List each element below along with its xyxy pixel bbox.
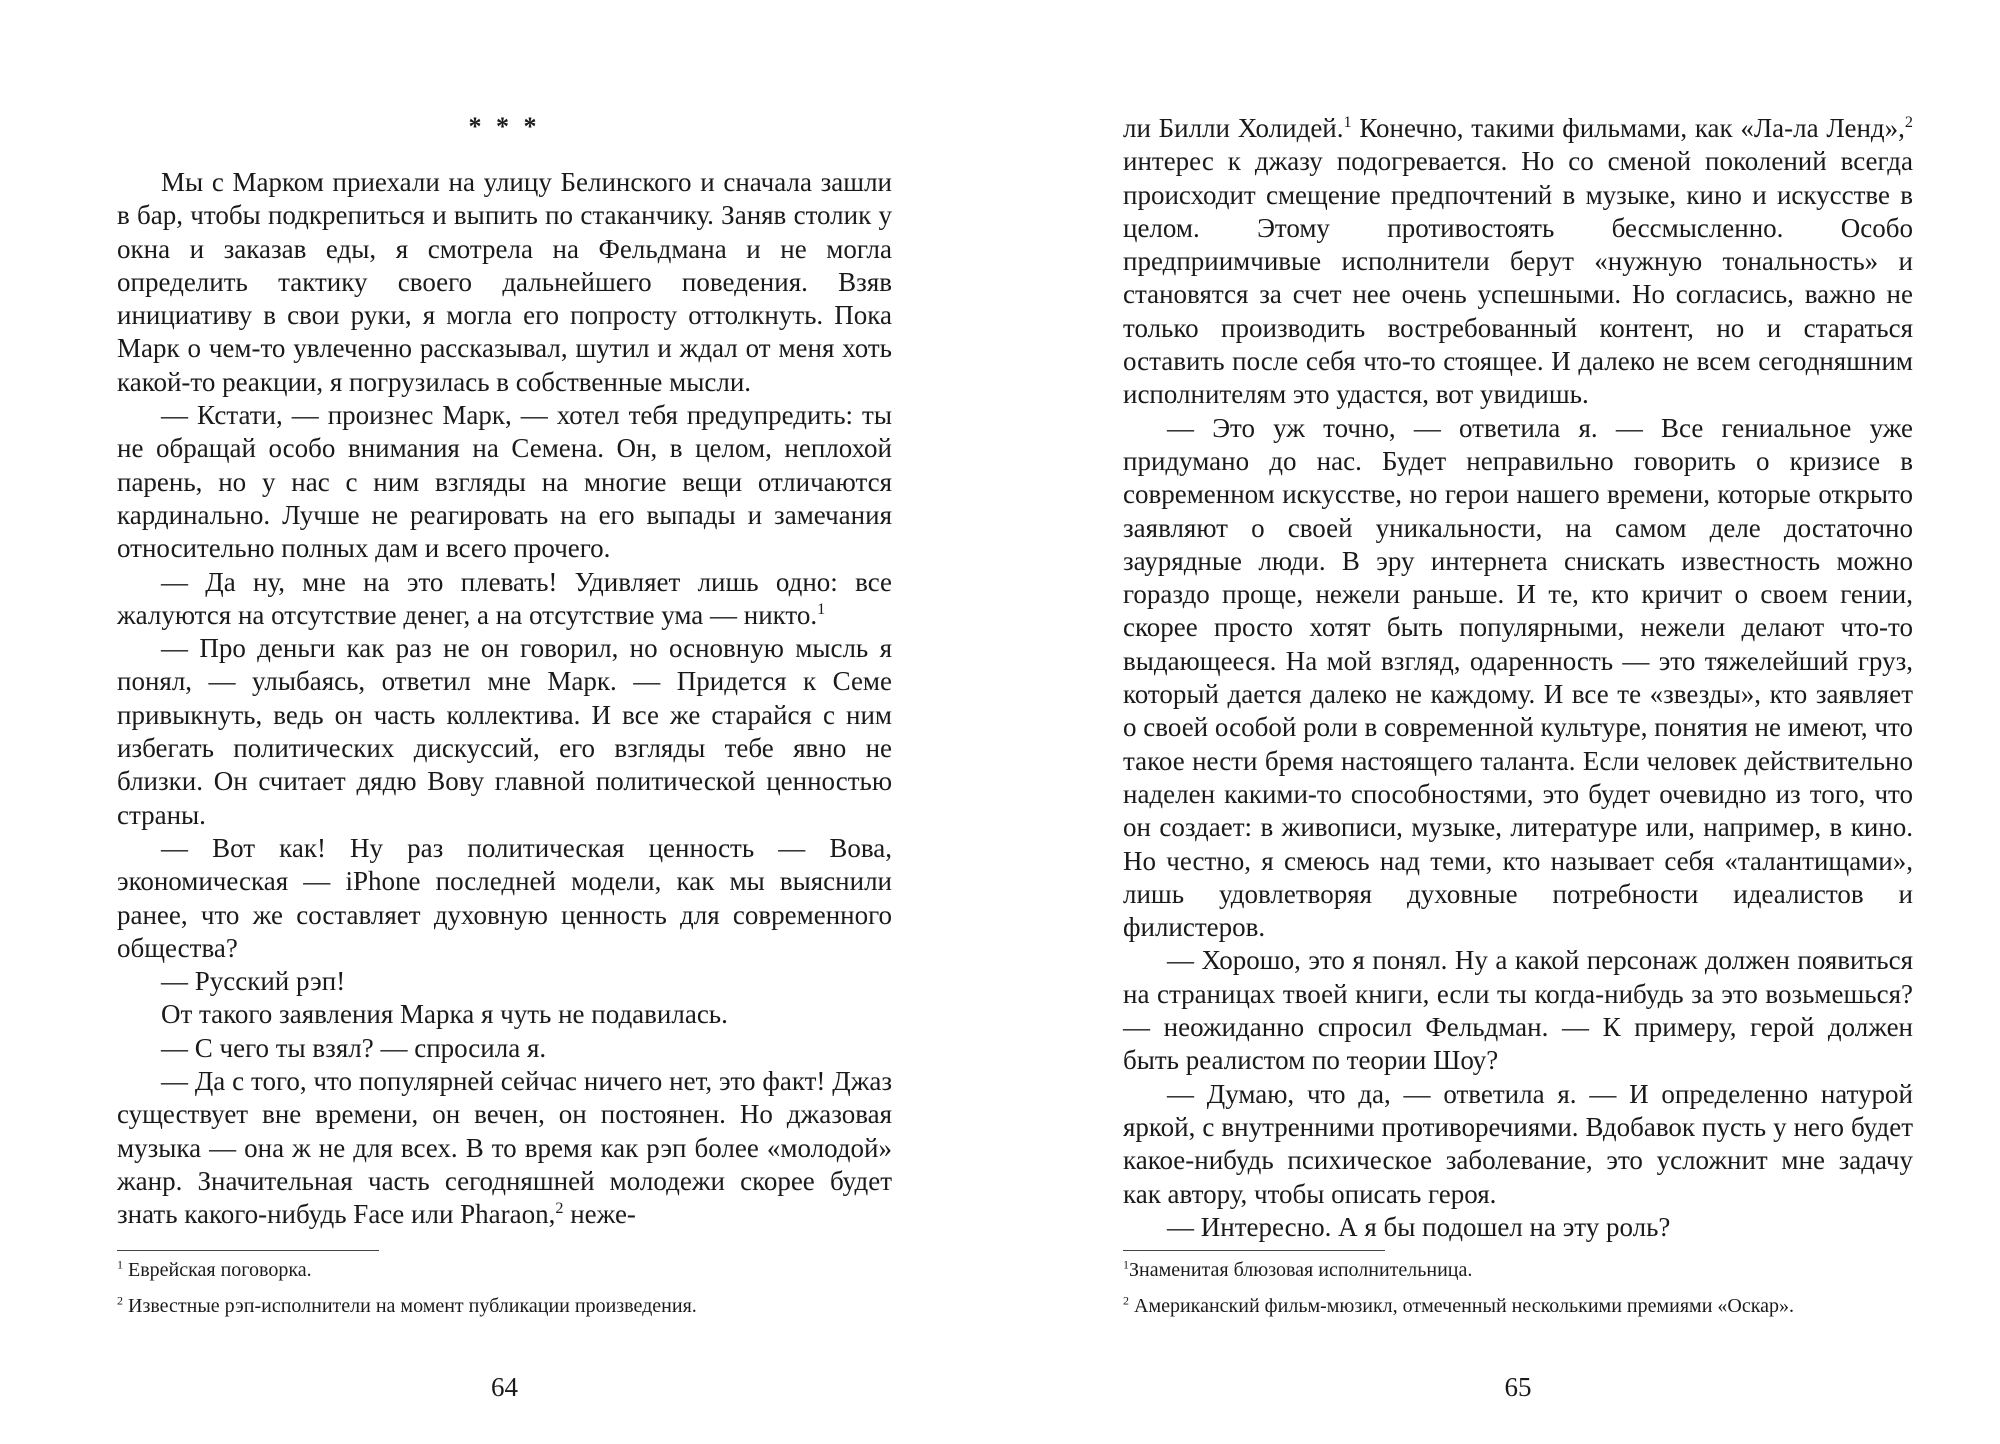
paragraph: — Вот как! Ну раз политическая ценность — Вова, экономическая — iPhone последней модели, как мы выяснили ранее, что же составляет духовную ценность для современного общества? [117,832,892,963]
left-page-body [117,166,892,1232]
left-footnotes [117,1258,892,1330]
left-page [117,0,892,1444]
footnote-divider [117,1250,379,1251]
footnote: $^2$ Известные рэп-исполнители на момент публикации произведения. [117,1293,697,1317]
paragraph: Мы с Марком приехали на улицу Белинского и сначала зашли в бар, чтобы подкрепиться и выпить по стаканчику. Заняв столик у окна и заказав еды, я смотрела на Фельдмана и не могла определить тактику своего дальнейшего поведения. Взяв инициативу в свои руки, я могла его попросту оттолкнуть. Пока Марк о чем-то увлеченно рассказывал, шутил и ждал от меня хоть какой-то реакции, я погрузилась в собственные мысли. [117,167,892,397]
paragraph: — Это уж точно, — ответила я. — Все гениальное уже придумано до нас. Будет неправильно говорить о кризисе в современном искусстве, но герои нашего времени, которые открыто заявляют о своей уникальности, на самом деле достаточно заурядные люди. В эру интернета снискать известность можно гораздо проще, нежели раньше. И те, кто кричит о своем гении, скорее просто хотят быть популярными, нежели делают что-то выдающееся. На мой взгляд, одаренность — это тяжелейший груз, который дается далеко не каждому. И все те «звезды», кто заявляет о своей особой роли в современной культуре, понятия не имеют, что такое нести бремя настоящего таланта. Если человек действительно наделен какими-то способностями, это будет очевидно из того, что он создает: в живописи, музыке, литературе или, например, в кино. Но честно, я смеюсь над теми, кто называет себя «талантищами», лишь удовлетворяя духовные потребности идеалистов и филистеров. [1123,412,1913,943]
right-page-body [1123,112,1913,1244]
footnote-ref: 2 [555,1199,564,1218]
paragraph: — Думаю, что да, — ответила я. — И определенно натурой яркой, с внутренними противоречиями. Вдобавок пусть у него будет какое-нибудь психическое заболевание, это усложнит мне задачу как автору, чтобы описать героя. [1123,1078,1913,1209]
footnote: $^1$Знаменитая блюзовая исполнительница. [1123,1257,1473,1281]
footnote-divider [1123,1250,1385,1251]
footnote: $^2$ Американский фильм-мюзикл, отмеченный несколькими премиями «Оскар». [1123,1293,1795,1317]
footnote-ref: 1 [1343,113,1352,131]
paragraph: От такого заявления Марка я чуть не подавилась. [161,999,728,1030]
footnote-ref: 1 [817,599,826,618]
paragraph: — С чего ты взял? — спросила я. [161,1032,547,1063]
page-number: 65 [1504,1372,1532,1402]
paragraph: — Интересно. А я бы подошел на эту роль? [1167,1211,1671,1242]
paragraph: — Хорошо, это я понял. Ну а какой персонаж должен появиться на страницах твоей книги, если ты когда-нибудь за это возьмешься? — неожиданно спросил Фельдман. — К примеру, герой должен быть реалистом по теории Шоу? [1123,945,1913,1076]
footnote-ref: 2 [1904,113,1913,131]
paragraph: — Да с того, что популярней сейчас ничего нет, это факт! Джаз существует вне времени, он вечен, он постоянен. Но джазовая музыка — она ж не для всех. В то время как рэп более «молодой» жанр. Значительная часть сегодняшней молодежи скорее будет знать какого-нибудь Face или Pharaon,$^2$ неже- [117,1066,892,1230]
section-separator: * * * [468,112,541,141]
page-number: 64 [491,1372,518,1402]
paragraph: — Про деньги как раз не он говорил, но основную мысль я понял, — улыбаясь, ответил мне Марк. — Придется к Семе привыкнуть, ведь он часть коллектива. И все же старайся с ним избегать политических дискуссий, его взгляды тебе явно не близки. Он считает дядю Вову главной политической ценностью страны. [117,633,892,830]
right-page [1123,0,1913,1444]
paragraph: — Русский рэп! [161,966,346,997]
right-footnotes [1123,1258,1913,1330]
paragraph: — Кстати, — произнес Марк, — хотел тебя предупредить: ты не обращай особо внимания на Семена. Он, в целом, неплохой парень, но у нас с ним взгляды на многие вещи отличаются кардинально. Лучше не реагировать на его выпады и замечания относительно полных дам и всего прочего. [117,400,892,564]
paragraph: ли Билли Холидей.$^1$ Конечно, такими фильмами, как «Ла-ла Ленд»,$^2$ интерес к джазу подогревается. Но со сменой поколений всегда происходит смещение предпочтений в музыке, кино и искусстве в целом. Этому противостоять бессмысленно. Особо предприимчивые исполнители берут «нужную тональность» и становятся за счет нее очень успешными. Но согласись, важно не только производить востребованный контент, но и стараться оставить после себя что-то стоящее. И далеко не всем сегодняшним исполнителям это удастся, вот увидишь. [1123,113,1913,410]
footnote: $^1$ Еврейская поговорка. [117,1257,312,1281]
paragraph: — Да ну, мне на это плевать! Удивляет лишь одно: все жалуются на отсутствие денег, а на отсутствие ума — никто.$^1$ [117,566,892,630]
